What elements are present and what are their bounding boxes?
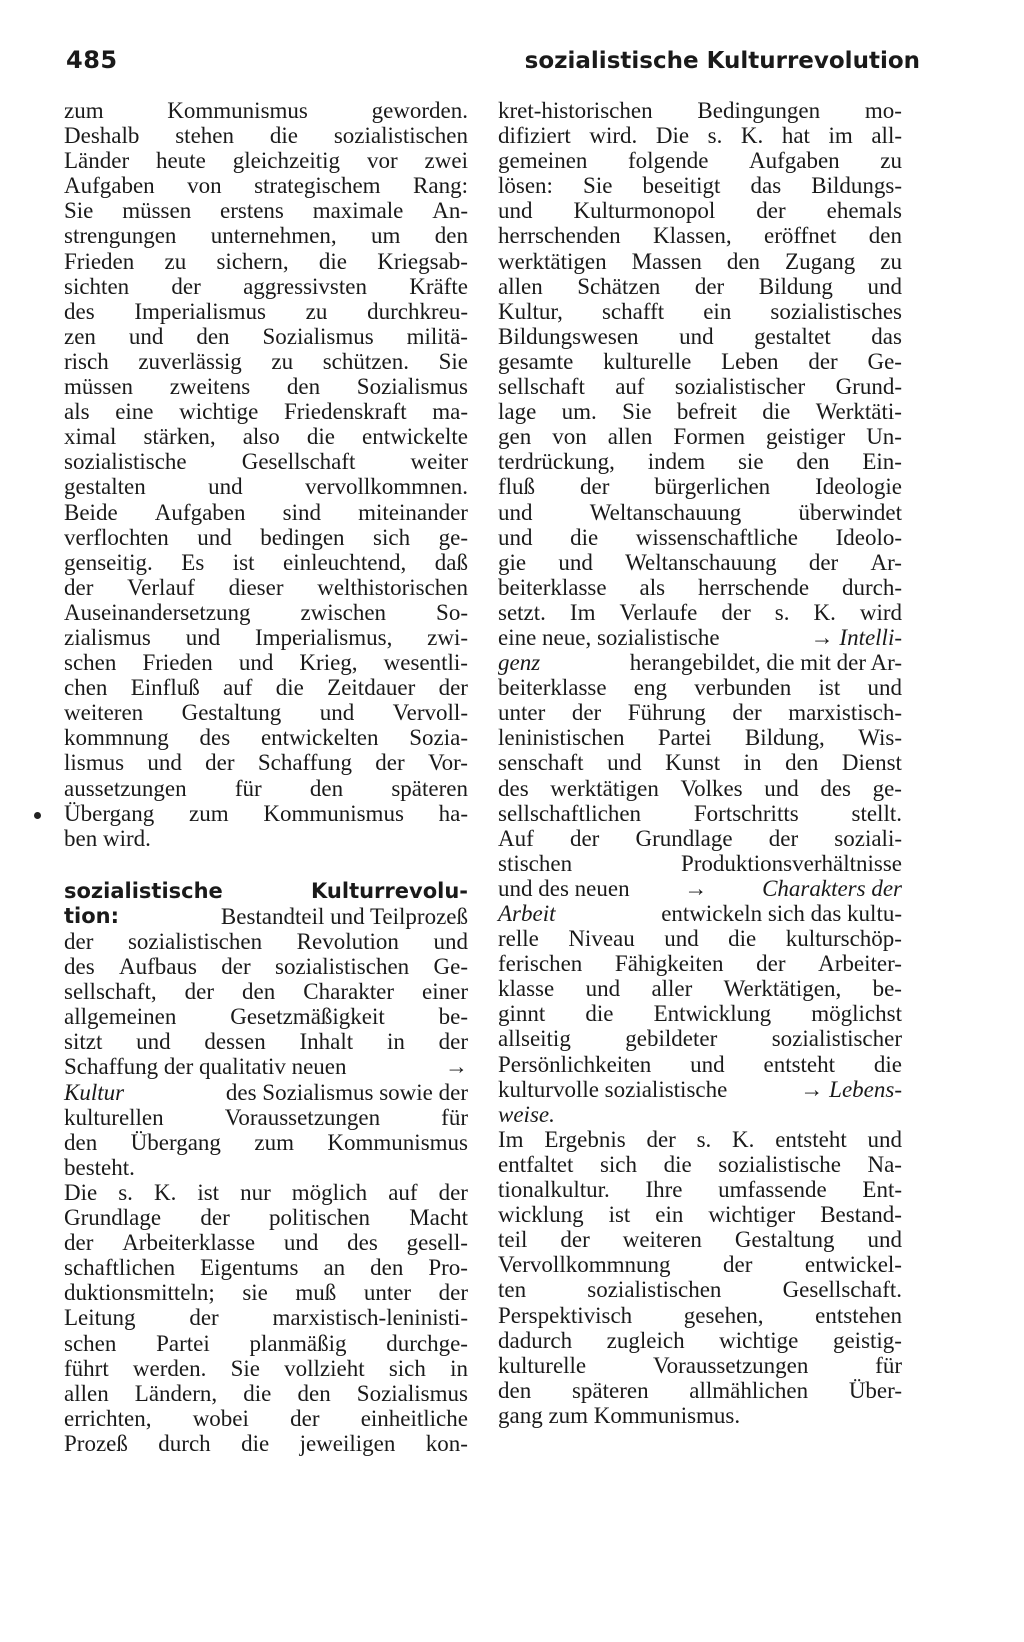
- text-line: Persönlichkeiten und entsteht die: [498, 1051, 902, 1077]
- cross-reference-charakter[interactable]: Charakters der: [762, 875, 902, 901]
- text-line: [64, 1054, 468, 1079]
- text-segment: des Sozialismus sowie der: [225, 1079, 468, 1105]
- cross-reference-intelligenz[interactable]: genz: [498, 650, 541, 676]
- text-line: müssen zweitens den Sozialismus: [64, 374, 468, 400]
- text-line: Leitung der marxistisch-leninisti-: [64, 1305, 468, 1331]
- cross-reference-arrow: →: [684, 875, 708, 901]
- text-line: beiterklasse als herrschende durch-: [498, 574, 902, 600]
- cross-reference-arrow: →: [445, 1054, 468, 1080]
- text-line: schaftlichen Eigentums an den Pro-: [64, 1255, 468, 1281]
- text-line: lösen: Sie beseitigt das Bildungs-: [498, 173, 902, 199]
- text-line: Perspektivisch gesehen, entstehen: [498, 1302, 902, 1328]
- text-line: lismus und der Schaffung der Vor-: [64, 750, 468, 776]
- text-line: Beide Aufgaben sind miteinander: [64, 499, 468, 525]
- text-line: ximal stärken, also die entwickelte: [64, 424, 468, 450]
- text-line: und Kulturmonopol der ehemals: [498, 198, 902, 224]
- text-line: als eine wichtige Friedenskraft ma-: [64, 399, 468, 425]
- cross-reference-arrow: →: [800, 1076, 824, 1102]
- text-line: fluß der bürgerlichen Ideologie: [498, 474, 902, 500]
- text-line: chen Einfluß auf die Zeitdauer der: [64, 675, 468, 701]
- text-line: der sozialistischen Revolution und: [64, 929, 468, 954]
- text-line: unter der Führung der marxistisch-: [498, 700, 902, 726]
- text-line: Prozeß durch die jeweiligen kon-: [64, 1430, 468, 1456]
- text-line: genseitig. Es ist einleuchtend, daß: [64, 549, 468, 575]
- text-line: risch zuverlässig zu schützen. Sie: [64, 348, 468, 374]
- text-line: [498, 650, 902, 675]
- text-line: difiziert wird. Die s. K. hat im all-: [498, 123, 902, 149]
- text-line: gestalten und vervollkommnen.: [64, 474, 468, 500]
- text-line: gen von allen Formen geistiger Un-: [498, 424, 902, 450]
- text-line: sitzt und dessen Inhalt in der: [64, 1029, 468, 1055]
- text-line: allen Ländern, die den Sozialismus: [64, 1380, 468, 1406]
- text-line: teil der weiteren Gestaltung und: [498, 1227, 902, 1253]
- text-line: werktätigen Massen den Zugang zu: [498, 248, 902, 274]
- text-line: stischen Produktionsverhältnisse: [498, 850, 902, 876]
- cross-reference-kultur[interactable]: Kultur: [64, 1079, 125, 1105]
- text-line: Sie müssen erstens maximale An-: [64, 198, 468, 224]
- right-column: [498, 98, 902, 1428]
- text-line: lage um. Sie befreit die Werktäti-: [498, 399, 902, 425]
- text-line: Kultur, schafft ein sozialistisches: [498, 298, 902, 324]
- text-line: schen Partei planmäßig durchge-: [64, 1330, 468, 1356]
- headword: tion:: [64, 903, 120, 928]
- text-line: schen Frieden und Krieg, wesentli-: [64, 650, 468, 676]
- text-line: gesamte kulturelle Leben der Ge-: [498, 348, 902, 374]
- text-line: Aufgaben von strategischem Rang:: [64, 173, 468, 199]
- text-line: Bildungswesen und gestaltet das: [498, 323, 902, 349]
- text-segment: Schaffung der qualitativ neuen: [64, 1054, 347, 1080]
- text-line: ginnt die Entwicklung möglichst: [498, 1001, 902, 1027]
- text-line: der Verlauf dieser welthistorischen: [64, 574, 468, 600]
- headword: sozialistische: [64, 878, 223, 903]
- text-line: und die wissenschaftliche Ideolo-: [498, 524, 902, 550]
- text-line: [498, 1077, 902, 1102]
- text-line: [498, 625, 902, 650]
- text-line: [64, 1080, 468, 1105]
- text-segment: und des neuen: [498, 875, 630, 901]
- cross-reference-lebensweise[interactable]: weise.: [498, 1101, 555, 1127]
- text-line: Auseinandersetzung zwischen So-: [64, 599, 468, 625]
- text-line: und Weltanschauung überwindet: [498, 499, 902, 525]
- text-line: strengungen unternehmen, um den: [64, 223, 468, 249]
- text-line: ten sozialistischen Gesellschaft.: [498, 1277, 902, 1303]
- text-line: Grundlage der politischen Macht: [64, 1205, 468, 1231]
- headword-line: [64, 904, 468, 929]
- text-line: [498, 901, 902, 926]
- text-line: wicklung ist ein wichtiger Bestand-: [498, 1202, 902, 1228]
- text-line: relle Niveau und die kulturschöp-: [498, 926, 902, 952]
- text-line: errichten, wobei der einheitliche: [64, 1405, 468, 1431]
- text-line: terdrückung, indem sie den Ein-: [498, 449, 902, 475]
- cross-reference[interactable]: [811, 625, 902, 650]
- text-line: verflochten und bedingen sich ge-: [64, 524, 468, 550]
- text-line: gemeinen folgende Aufgaben zu: [498, 148, 902, 174]
- text-line: kommnung des entwickelten Sozia-: [64, 725, 468, 751]
- text-line: allen Schätzen der Bildung und: [498, 273, 902, 299]
- text-line: gang zum Kommunismus.: [498, 1402, 741, 1428]
- cross-reference[interactable]: [800, 1077, 902, 1102]
- text-line: Frieden zu sichern, die Kriegsab-: [64, 248, 468, 274]
- text-line: ferischen Fähigkeiten der Arbeiter-: [498, 951, 902, 977]
- text-line: allgemeinen Gesetzmäßigkeit be-: [64, 1004, 468, 1030]
- text-line: zum Kommunismus geworden.: [64, 98, 468, 123]
- entry-sozialistische-kulturrevolution: [64, 879, 468, 1456]
- headword: Kulturrevolu-: [311, 878, 468, 903]
- text-line: Vervollkommnung der entwickel-: [498, 1252, 902, 1278]
- text-line: ben wird.: [64, 825, 151, 851]
- text-line: entfaltet sich die sozialistische Na-: [498, 1151, 902, 1177]
- text-line: Im Ergebnis der s. K. entsteht und: [498, 1126, 902, 1152]
- text-line: [498, 876, 902, 901]
- text-line: Deshalb stehen die sozialistischen: [64, 123, 468, 149]
- cross-reference-lebensweise[interactable]: Lebens-: [829, 1076, 902, 1102]
- text-line: sellschaft auf sozialistischer Grund-: [498, 374, 902, 400]
- text-line: besteht.: [64, 1154, 135, 1180]
- text-line: [498, 1102, 902, 1127]
- cross-reference-arrow: →: [810, 624, 834, 650]
- text-line: kret-historischen Bedingungen mo-: [498, 98, 902, 123]
- text-line: gie und Weltanschauung der Ar-: [498, 549, 902, 575]
- text-line: senschaft und Kunst in den Dienst: [498, 750, 902, 776]
- page-number: 485: [66, 46, 118, 74]
- previous-entry-continuation: [64, 98, 468, 851]
- text-line: Übergang zum Kommunismus ha-: [64, 800, 468, 826]
- text-line: klasse und aller Werktätigen, be-: [498, 976, 902, 1002]
- text-line: des Aufbaus der sozialistischen Ge-: [64, 954, 468, 980]
- text-line: herrschenden Klassen, eröffnet den: [498, 223, 902, 249]
- text-line: den späteren allmählichen Über-: [498, 1377, 902, 1403]
- text-line: aussetzungen für den späteren: [64, 775, 468, 801]
- text-segment: herangebildet, die mit der Ar-: [629, 650, 902, 676]
- text-segment: kulturvolle sozialistische: [498, 1076, 728, 1102]
- text-line: sellschaftlichen Fortschritts stellt.: [498, 800, 902, 826]
- text-line: kulturellen Voraussetzungen für: [64, 1104, 468, 1130]
- text-line: der Arbeiterklasse und des gesell-: [64, 1230, 468, 1256]
- text-segment: eine neue, sozialistische: [498, 624, 720, 650]
- text-line: allseitig gebildeter sozialistischer: [498, 1026, 902, 1052]
- text-line: Auf der Grundlage der soziali-: [498, 825, 902, 851]
- cross-reference-intelligenz[interactable]: Intelli-: [839, 624, 902, 650]
- text-line: den Übergang zum Kommunismus: [64, 1129, 468, 1155]
- text-line: setzt. Im Verlaufe der s. K. wird: [498, 599, 902, 625]
- text-line: sichten der aggressivsten Kräfte: [64, 273, 468, 299]
- text-line: kulturelle Voraussetzungen für: [498, 1352, 902, 1378]
- cross-reference-charakter[interactable]: Arbeit: [498, 901, 556, 926]
- running-title: sozialistische Kulturrevolution: [524, 48, 920, 74]
- text-line: beiterklasse eng verbunden ist und: [498, 675, 902, 701]
- text-line: dadurch zugleich wichtige geistig-: [498, 1327, 902, 1353]
- text-line: tionalkultur. Ihre umfassende Ent-: [498, 1177, 902, 1203]
- text-line: Die s. K. ist nur möglich auf der: [64, 1179, 468, 1205]
- text-line: duktionsmitteln; sie muß unter der: [64, 1280, 468, 1306]
- text-line: des werktätigen Volkes und des ge-: [498, 775, 902, 801]
- text-line: führt werden. Sie vollzieht sich in: [64, 1355, 468, 1381]
- text-line: des Imperialismus zu durchkreu-: [64, 298, 468, 324]
- text-line: zen und den Sozialismus militä-: [64, 323, 468, 349]
- text-line: sozialistische Gesellschaft weiter: [64, 449, 468, 475]
- text-line: Länder heute gleichzeitig vor zwei: [64, 148, 468, 174]
- text-line: sellschaft, der den Charakter einer: [64, 979, 468, 1005]
- headword-line: [64, 879, 468, 904]
- text-line: zialismus und Imperialismus, zwi-: [64, 624, 468, 650]
- definition-text: Bestandteil und Teilprozeß: [220, 903, 468, 929]
- left-column: [64, 98, 468, 1456]
- text-line: weiteren Gestaltung und Vervoll-: [64, 700, 468, 726]
- text-line: leninistischen Partei Bildung, Wis-: [498, 725, 902, 751]
- margin-mark: [34, 812, 41, 819]
- text-segment: entwickeln sich das kultu-: [661, 901, 902, 926]
